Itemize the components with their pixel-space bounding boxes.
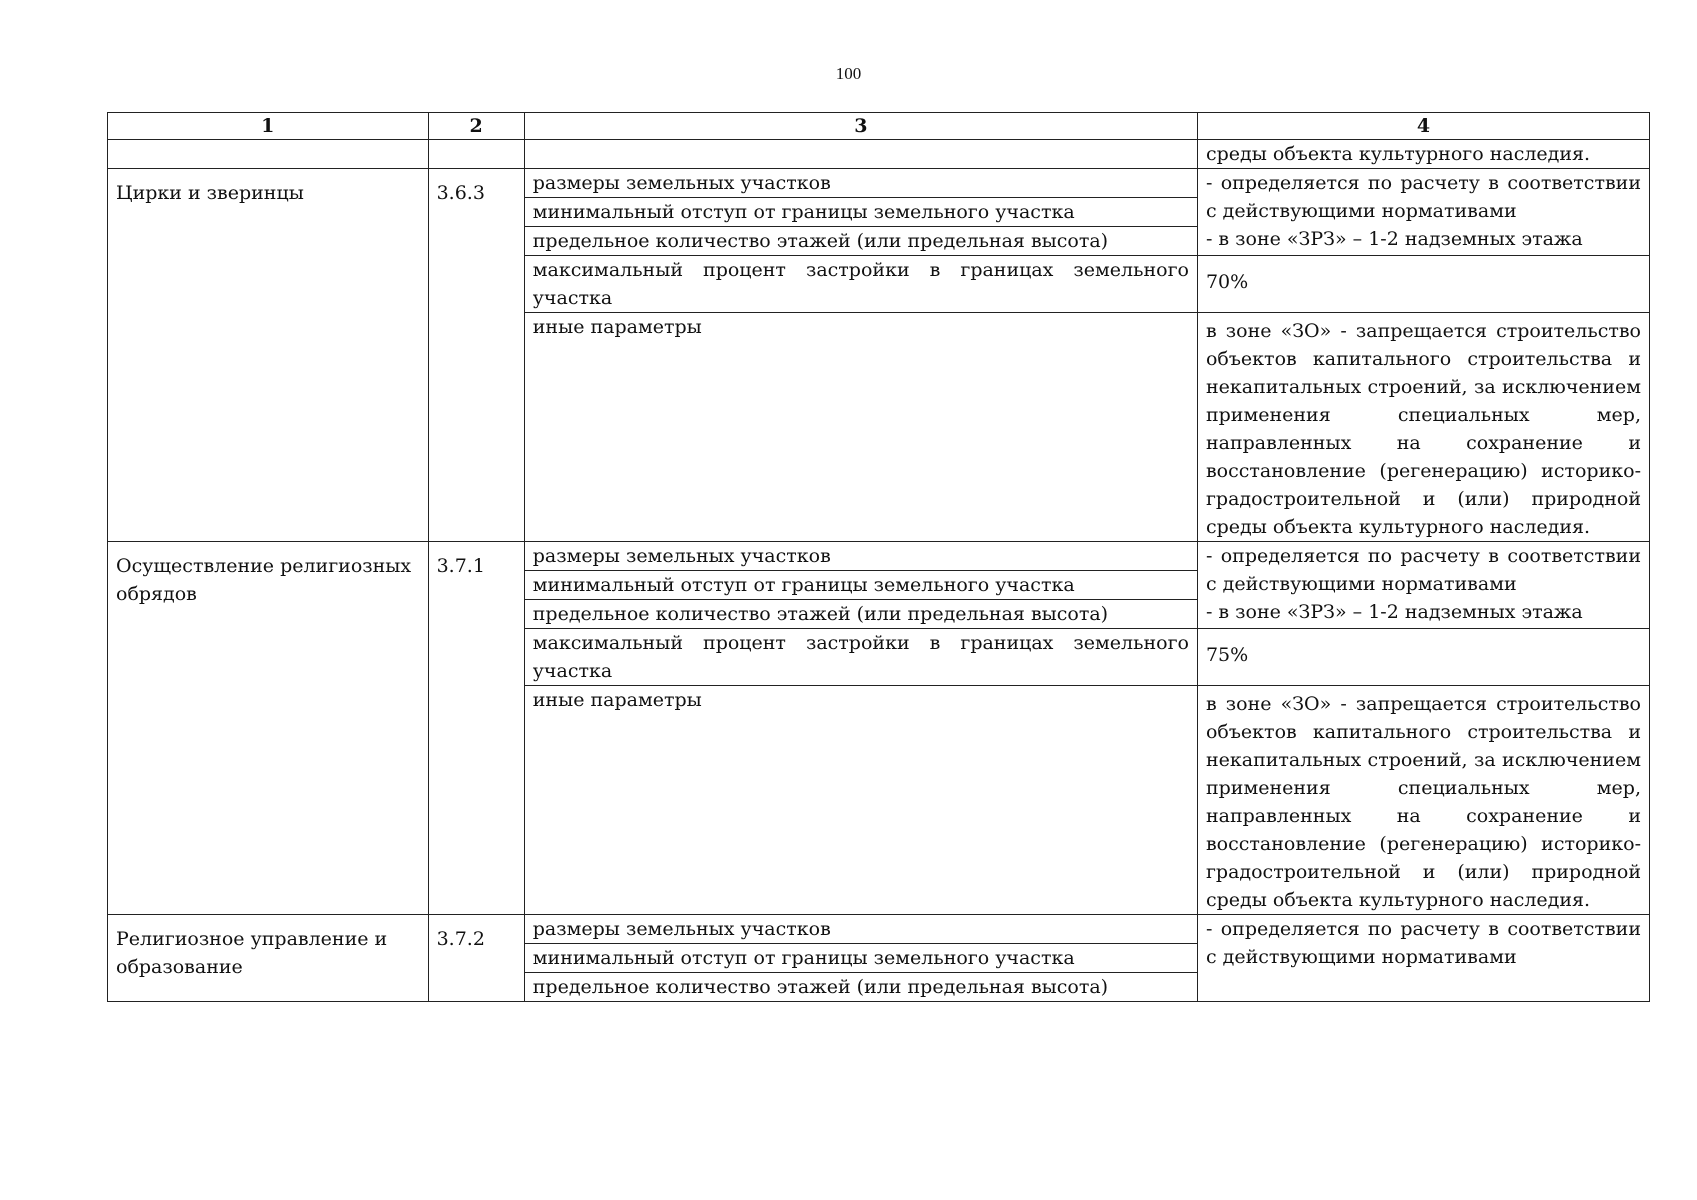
value-by-calculation: - определяется по расчету в соответствии с действующими нормативами [1197,915,1649,1002]
use-type-code: 3.7.1 [428,542,524,915]
use-type-code: 3.6.3 [428,169,524,542]
param-max-floors: предельное количество этажей (или предельная высота) [532,976,1109,998]
params-stack [524,915,1197,1002]
table-header-row [108,113,1650,140]
use-type-name: Осуществление религиозных обрядов [108,542,429,915]
param-plot-size: размеры земельных участков [525,169,1197,198]
use-type-code: 3.7.2 [428,915,524,1002]
param-max-floors: предельное количество этажей (или предельная высота) [532,603,1109,625]
continuation-row [108,140,1650,169]
param-other: иные параметры [524,313,1197,542]
param-max-coverage: максимальный процент застройки в границах земельного участка [524,256,1197,313]
param-max-coverage: максимальный процент застройки в границах земельного участка [524,629,1197,686]
value-max-coverage: 75% [1197,629,1649,686]
table-row [108,169,1650,256]
table-row [108,542,1650,629]
value-floors-zrz: - в зоне «ЗРЗ» – 1-2 надземных этажа [1205,228,1583,250]
param-plot-size: размеры земельных участков [525,542,1197,571]
table-row [108,915,1650,1002]
value-cell [1197,169,1649,256]
header-col-3: 3 [524,113,1197,140]
param-min-setback: минимальный отступ от границы земельного участка [525,944,1197,973]
value-by-calculation: - определяется по расчету в соответствии с действующими нормативами [1205,545,1641,595]
param-plot-size: размеры земельных участков [525,915,1197,944]
value-max-coverage: 70% [1197,256,1649,313]
use-type-name: Цирки и зверинцы [108,169,429,542]
param-other: иные параметры [524,686,1197,915]
params-stack [524,169,1197,256]
continuation-text: среды объекта культурного наследия. [1197,140,1649,169]
header-col-4: 4 [1197,113,1649,140]
value-floors-zrz: - в зоне «ЗРЗ» – 1-2 надземных этажа [1205,601,1583,623]
param-max-floors: предельное количество этажей (или предельная высота) [532,230,1109,252]
param-min-setback: минимальный отступ от границы земельного участка [525,198,1197,227]
page-number: 100 [835,64,862,83]
land-use-regulations-table [107,112,1650,1002]
header-col-1: 1 [108,113,429,140]
value-by-calculation: - определяется по расчету в соответствии с действующими нормативами [1205,172,1641,222]
value-other: в зоне «ЗО» - запрещается строительство объектов капитального строительства и некапитальных строений, за исключением применения специальных мер, направленных на сохранение и восстановление (регенерацию) историко-градостроительной и (или) природной среды объекта культурного наследия. [1197,313,1649,542]
value-other: в зоне «ЗО» - запрещается строительство объектов капитального строительства и некапитальных строений, за исключением применения специальных мер, направленных на сохранение и восстановление (регенерацию) историко-градостроительной и (или) природной среды объекта культурного наследия. [1197,686,1649,915]
param-min-setback: минимальный отступ от границы земельного участка [525,571,1197,600]
value-cell [1197,542,1649,629]
use-type-name: Религиозное управление и образование [108,915,429,1002]
params-stack [524,542,1197,629]
header-col-2: 2 [428,113,524,140]
